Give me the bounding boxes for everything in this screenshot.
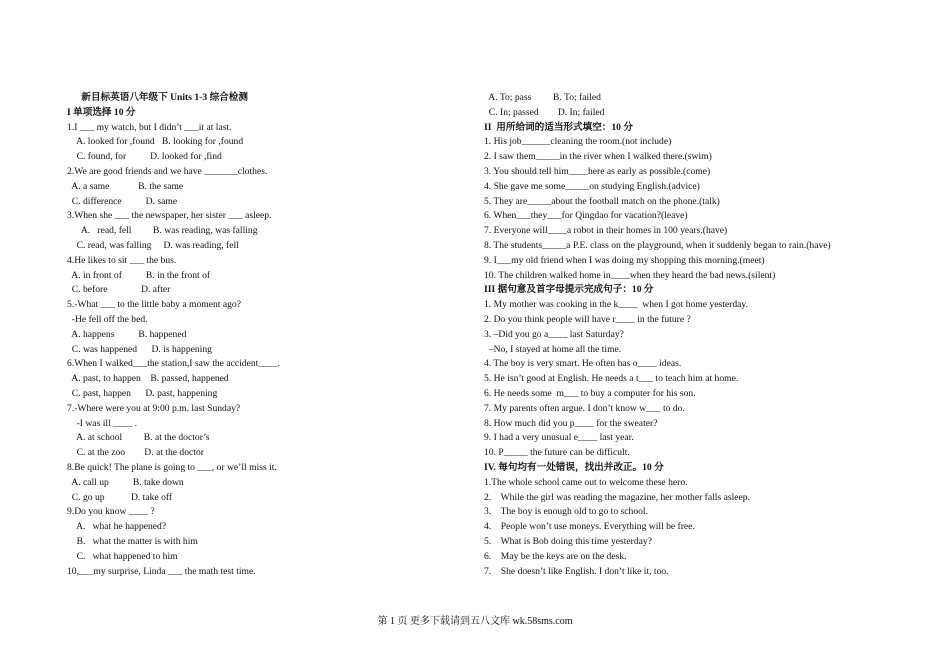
text-line: C. was happened D. is happening: [67, 343, 212, 355]
text-line: 1.I ___ my watch, but I didn’t ___it at last.: [67, 121, 232, 133]
text-line: A. happens B. happened: [67, 328, 187, 340]
text-line: 10,___my surprise, Linda ___ the math test time.: [67, 565, 256, 577]
text-line: 9. I had a very unusual e____ last year.: [484, 432, 634, 444]
text-line: A. a same B. the same: [67, 180, 184, 192]
text-line: 2.We are good friends and we have _______clothes.: [67, 165, 268, 177]
text-line: 4. The boy is very smart. He often has o____ ideas.: [484, 358, 682, 370]
text-line: B. what the matter is with him: [67, 535, 198, 547]
text-line: 8.Be quick! The plane is going to ___, or we’ll miss it.: [67, 461, 277, 473]
text-line: A. at school B. at the doctor’s: [67, 432, 210, 444]
text-line: C. go up D. take off: [67, 491, 173, 503]
text-line: 7.-Where were you at 9:00 p.m. last Sunday?: [67, 402, 241, 414]
text-line: 5. They are_____about the football match on the phone.(talk): [484, 195, 720, 207]
text-line: A. in front of B. in the front of: [67, 269, 211, 281]
text-line: 10. The children walked home in____when they heard the bad news.(silent): [484, 269, 776, 281]
text-line: C. before D. after: [67, 284, 171, 296]
section-heading: I 单项选择 10 分: [67, 106, 136, 118]
text-line: 7. My parents often argue. I don’t know w___ to do.: [484, 402, 685, 414]
text-line: 3. You should tell him____here as early as possible.(come): [484, 165, 711, 177]
text-line: C. read, was falling D. was reading, fell: [67, 239, 239, 251]
text-line: 5. He isn’t good at English. He needs a t___ to teach him at home.: [484, 373, 739, 385]
text-line: 7. She doesn’t like English. I don’t like it, too.: [484, 565, 669, 577]
text-line: A. read, fell B. was reading, was falling: [67, 225, 258, 237]
text-line: C. found, for D. looked for ,find: [67, 151, 222, 163]
text-line: A. looked for ,found B. looking for ,found: [67, 136, 244, 148]
text-line: 6.When I walked___the station,I saw the accident____.: [67, 358, 280, 370]
text-line: 8. How much did you p____ for the sweater?: [484, 417, 658, 429]
text-line: C. what happened to him: [67, 550, 178, 562]
text-line: 6. May be the keys are on the desk.: [484, 550, 627, 562]
text-line: 1. My mother was cooking in the k____ when I got home yesterday.: [484, 299, 748, 311]
text-line: 3. The boy is enough old to go to school.: [484, 506, 648, 518]
text-line: 6. When___they___for Qingdao for vacation?(leave): [484, 210, 688, 222]
text-line: -I was ill ____ .: [67, 417, 138, 429]
text-line: 6. He needs some m___ to buy a computer for his son.: [484, 387, 696, 399]
text-line: 2. While the girl was reading the magazine, her mother falls asleep.: [484, 491, 750, 503]
text-line: 7. Everyone will____a robot in their homes in 100 years.(have): [484, 225, 728, 237]
text-line: 3. –Did you go a____ last Saturday?: [484, 328, 624, 340]
document-title: 新目标英语八年级下 Units 1-3 综合检测: [67, 92, 248, 103]
text-line: A. call up B. take down: [67, 476, 184, 488]
text-line: A. what he happened?: [67, 521, 167, 533]
text-line: -He fell off the bed.: [67, 313, 148, 325]
page-footer: 第 1 页 更多下载请到五八文库 wk.58sms.com: [377, 616, 573, 627]
text-line: A. To; pass B. To; failed: [484, 92, 601, 103]
text-line: C. at the zoo D. at the doctor: [67, 447, 204, 459]
text-line: C. In; passed D. In; failed: [484, 106, 605, 118]
text-line: 1.The whole school came out to welcome these hero.: [484, 476, 688, 488]
text-line: 4.He likes to sit ___ the bus.: [67, 254, 177, 266]
section-heading: III 据句意及首字母提示完成句子：10 分: [484, 284, 654, 296]
text-line: –No, I stayed at home all the time.: [484, 343, 622, 355]
text-line: 2. I saw them_____in the river when I walked there.(swim): [484, 151, 712, 163]
text-line: 3.When she ___ the newspaper, her sister ___ asleep.: [67, 210, 272, 222]
text-line: C. difference D. same: [67, 195, 178, 207]
text-line: 8. The students_____a P.E. class on the playground, when it suddenly began to rain.(have): [484, 239, 831, 251]
text-line: 5.-What ___ to the little baby a moment ago?: [67, 299, 241, 311]
text-line: 9. I___my old friend when I was doing my shopping this morning.(meet): [484, 254, 765, 266]
text-line: A. past, to happen B. passed, happened: [67, 373, 229, 385]
text-line: 4. People won’t use moneys. Everything will be free.: [484, 521, 695, 533]
text-line: 10. P_____ the future can be difficult.: [484, 447, 630, 459]
section-heading: II 用所给词的适当形式填空：10 分: [484, 121, 633, 133]
text-line: 9.Do you know ____ ?: [67, 506, 155, 518]
text-line: 4. She gave me some_____on studying English.(advice): [484, 180, 700, 192]
text-line: 2. Do you think people will have r____ in the future ?: [484, 313, 691, 325]
section-heading: IV. 每句均有一处错误，找出并改正。10 分: [484, 461, 664, 473]
text-line: C. past, happen D. past, happening: [67, 387, 218, 399]
right-column: [484, 91, 924, 579]
text-line: 1. His job______cleaning the room.(not include): [484, 136, 672, 148]
text-line: 5. What is Bob doing this time yesterday?: [484, 535, 652, 547]
left-column: [67, 91, 467, 579]
